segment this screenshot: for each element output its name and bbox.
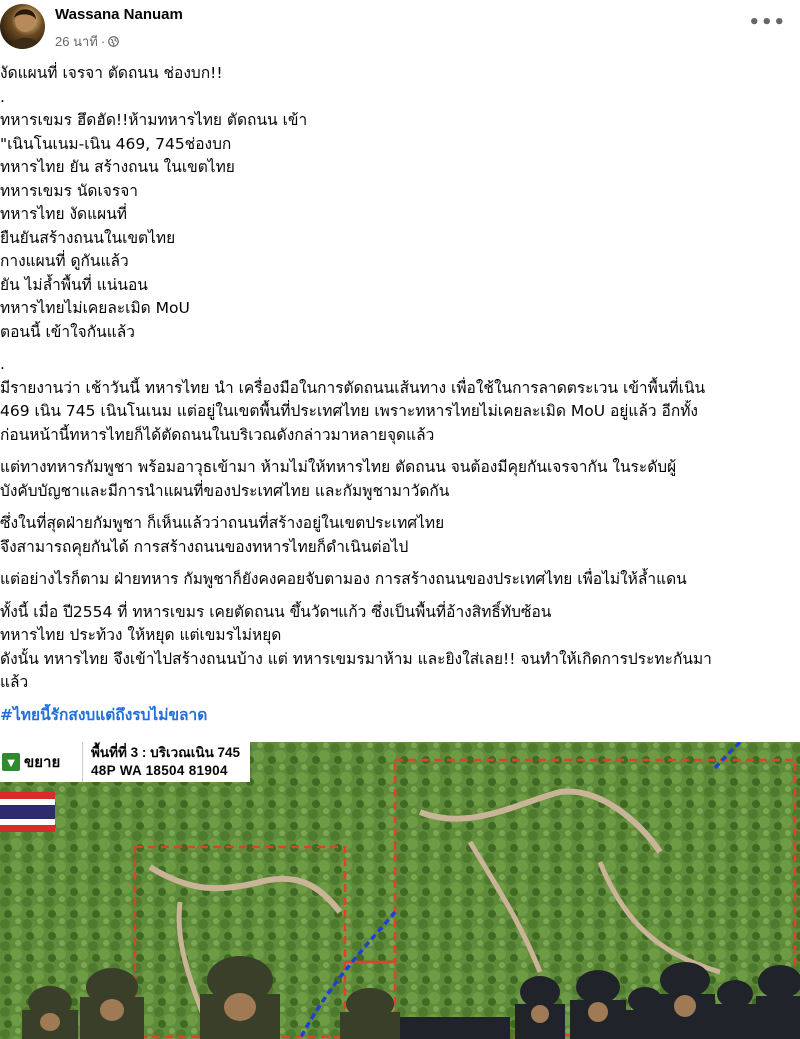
down-arrow-icon: ▼ bbox=[2, 753, 20, 771]
expand-button[interactable] bbox=[0, 742, 82, 782]
paragraph-line: มีรายงานว่า เช้าวันนี้ ทหารไทย นำ เครื่องมือในการตัดถนนเส้นทาง เพื่อใช้ในการลาดตระเวน เข้าพื้นที่เนิน bbox=[0, 378, 706, 397]
summary-line: ทหารไทย งัดแผนที่ bbox=[0, 205, 128, 223]
summary-line: กางแผนที่ ดูกันแล้ว bbox=[0, 252, 129, 270]
summary-line: "เนินโนเนม-เนิน 469, 745ช่องบก bbox=[0, 134, 232, 153]
paragraph-line: ก่อนหน้านี้ทหารไทยก็ได้ตัดถนนในบริเวณดังกล่าวมาหลายจุดแล้ว bbox=[0, 425, 435, 444]
more-options-button[interactable]: ••• bbox=[748, 12, 786, 33]
post-title: งัดแผนที่ เจรจา ตัดถนน ช่องบก!! bbox=[0, 64, 223, 82]
area-grid-reference: 48P WA 18504 81904 bbox=[91, 763, 228, 778]
separator-dot: . bbox=[0, 87, 5, 106]
meta-separator: · bbox=[100, 34, 106, 49]
area-title: พื้นที่ที่ 3 : บริเวณเนิน 745 bbox=[91, 745, 241, 760]
summary-line: ยืนยันสร้างถนนในเขตไทย bbox=[0, 228, 176, 247]
separator-dot: . bbox=[0, 355, 5, 373]
paragraph-line: ซึ่งในที่สุดฝ่ายกัมพูชา ก็เห็นแล้วว่าถนนที่สร้างอยู่ในเขตประเทศไทย bbox=[0, 514, 445, 532]
paragraph-line: 469 เนิน 745 เนินโนเนม แต่อยู่ในเขตพื้นที่ประเทศไทย เพราะทหารไทยไม่เคยละเมิด MoU อยู่แล้ว อีกทั้ง bbox=[0, 402, 698, 420]
summary-line: ทหารเขมร ฮึดฮัด!!ห้ามทหารไทย ตัดถนน เข้า bbox=[0, 111, 308, 129]
aerial-map-image bbox=[0, 742, 800, 1039]
post-meta bbox=[55, 31, 119, 52]
hashtag-link[interactable]: #ไทยนี้รักสงบแต่ถึงรบไม่ขลาด bbox=[0, 705, 208, 724]
paragraph-line: แต่อย่างไรก็ตาม ฝ่ายทหาร กัมพูชาก็ยังคงคอยจับตามอง การสร้างถนนของประเทศไทย เพื่อไม่ให้ล้ำแดน bbox=[0, 570, 687, 588]
paragraph-line: แต่ทางทหารกัมพูชา พร้อมอาวุธเข้ามา ห้ามไม่ให้ทหารไทย ตัดถนน จนต้องมีคุยกันเจรจากัน ในระดับผู้ bbox=[0, 458, 677, 476]
summary-line: ตอนนี้ เข้าใจกันแล้ว bbox=[0, 322, 135, 341]
paragraph-line: ทั้งนี้ เมื่อ ปี2554 ที่ ทหารเขมร เคยตัดถนน ขึ้นวัดฯแก้ว ซึ่งเป็นพื้นที่อ้างสิทธิ์ทับซ้อน bbox=[0, 602, 552, 621]
map-label bbox=[0, 742, 250, 782]
post-time[interactable]: 26 นาที bbox=[55, 34, 98, 49]
summary-line: ทหารไทยไม่เคยละเมิด MoU bbox=[0, 299, 190, 317]
paragraph-line: แล้ว bbox=[0, 673, 29, 691]
globe-icon bbox=[108, 36, 119, 47]
expand-label: ขยาย bbox=[24, 754, 61, 771]
avatar[interactable] bbox=[0, 4, 45, 49]
paragraph-line: ดังนั้น ทหารไทย จึงเข้าไปสร้างถนนบ้าง แต่ ทหารเขมรมาห้าม และยิงใส่เลย!! จนทำให้เกิดการประทะกันมา bbox=[0, 649, 712, 668]
thai-flag-icon bbox=[0, 792, 55, 832]
author-name[interactable]: Wassana Nanuam bbox=[55, 6, 183, 23]
paragraph-line: บังคับบัญชาและมีการนำแผนที่ของประเทศไทย และกัมพูชามาวัดกัน bbox=[0, 481, 450, 500]
summary-line: ทหารไทย ยัน สร้างถนน ในเขตไทย bbox=[0, 158, 235, 176]
paragraph-line: ทหารไทย ประท้วง ให้หยุด แต่เขมรไม่หยุด bbox=[0, 626, 282, 644]
paragraph-line: จึงสามารถคุยกันได้ การสร้างถนนของทหารไทยก็ดำเนินต่อไป bbox=[0, 537, 409, 556]
post-photo[interactable] bbox=[0, 742, 800, 1039]
post-body bbox=[0, 62, 800, 727]
post-header bbox=[0, 0, 800, 58]
summary-line: ทหารเขมร นัดเจรจา bbox=[0, 181, 138, 200]
area-info bbox=[82, 742, 250, 782]
summary-line: ยัน ไม่ล้ำพื้นที่ แน่นอน bbox=[0, 275, 148, 294]
